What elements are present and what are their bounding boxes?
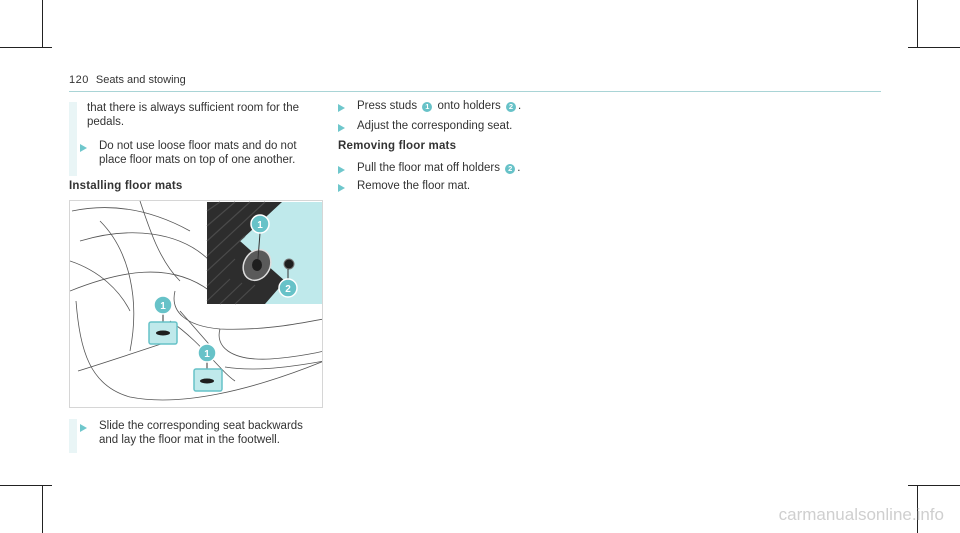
bullet-arrow-icon — [338, 184, 345, 192]
page-number: 120 — [69, 74, 89, 86]
crop-mark — [0, 47, 52, 48]
period: . — [517, 100, 522, 112]
watermark: carmanualsonline.info — [778, 505, 944, 524]
callout-stud-lower-label: 1 — [204, 349, 210, 360]
ref-badge-holder: 2 — [506, 102, 516, 112]
press-studs-text: Press studs — [357, 100, 418, 112]
bullet-arrow-icon — [338, 104, 345, 112]
instruction-no-loose-mats: Do not use loose floor mats and do not place floor mats on top of one another. — [99, 140, 297, 166]
crop-mark — [917, 0, 918, 48]
crop-mark — [0, 485, 52, 486]
heading-installing-floor-mats: Installing floor mats — [69, 180, 183, 192]
footwell-drawing — [70, 201, 323, 408]
bullet-arrow-icon — [338, 166, 345, 174]
period: . — [517, 162, 521, 174]
note-bar — [69, 102, 77, 176]
section-title: Seats and stowing — [95, 74, 186, 86]
pull-mat-text: Pull the floor mat off holders — [357, 162, 500, 174]
crop-mark — [908, 485, 960, 486]
heading-removing-floor-mats: Removing floor mats — [338, 140, 457, 152]
instruction-remove-mat: Remove the floor mat. — [357, 180, 471, 192]
instruction-press-studs — [357, 100, 597, 114]
step-bar — [69, 419, 77, 453]
bullet-arrow-icon — [338, 124, 345, 132]
crop-mark — [908, 47, 960, 48]
instruction-adjust-seat: Adjust the corresponding seat. — [357, 120, 513, 132]
crop-mark — [42, 485, 43, 533]
crop-mark — [42, 0, 43, 48]
instruction-pull-mat — [357, 162, 597, 176]
continuation-text: that there is always sufficient room for the pedals. — [87, 102, 299, 128]
floor-mat-illustration — [69, 200, 323, 408]
bullet-arrow-icon — [80, 144, 87, 152]
instruction-slide-seat: Slide the corresponding seat backwards and lay the floor mat in the footwell. — [99, 420, 303, 446]
onto-holders-text: onto holders — [437, 100, 501, 112]
inset-holder-label: 2 — [285, 284, 291, 295]
ref-badge-stud: 1 — [422, 102, 432, 112]
ref-badge-holder: 2 — [505, 164, 515, 174]
inset-detail — [207, 202, 323, 304]
page-header — [69, 74, 881, 92]
inset-stud-label: 1 — [257, 220, 263, 231]
callout-stud-upper-label: 1 — [160, 301, 166, 312]
header-rule — [69, 91, 881, 92]
bullet-arrow-icon — [80, 424, 87, 432]
